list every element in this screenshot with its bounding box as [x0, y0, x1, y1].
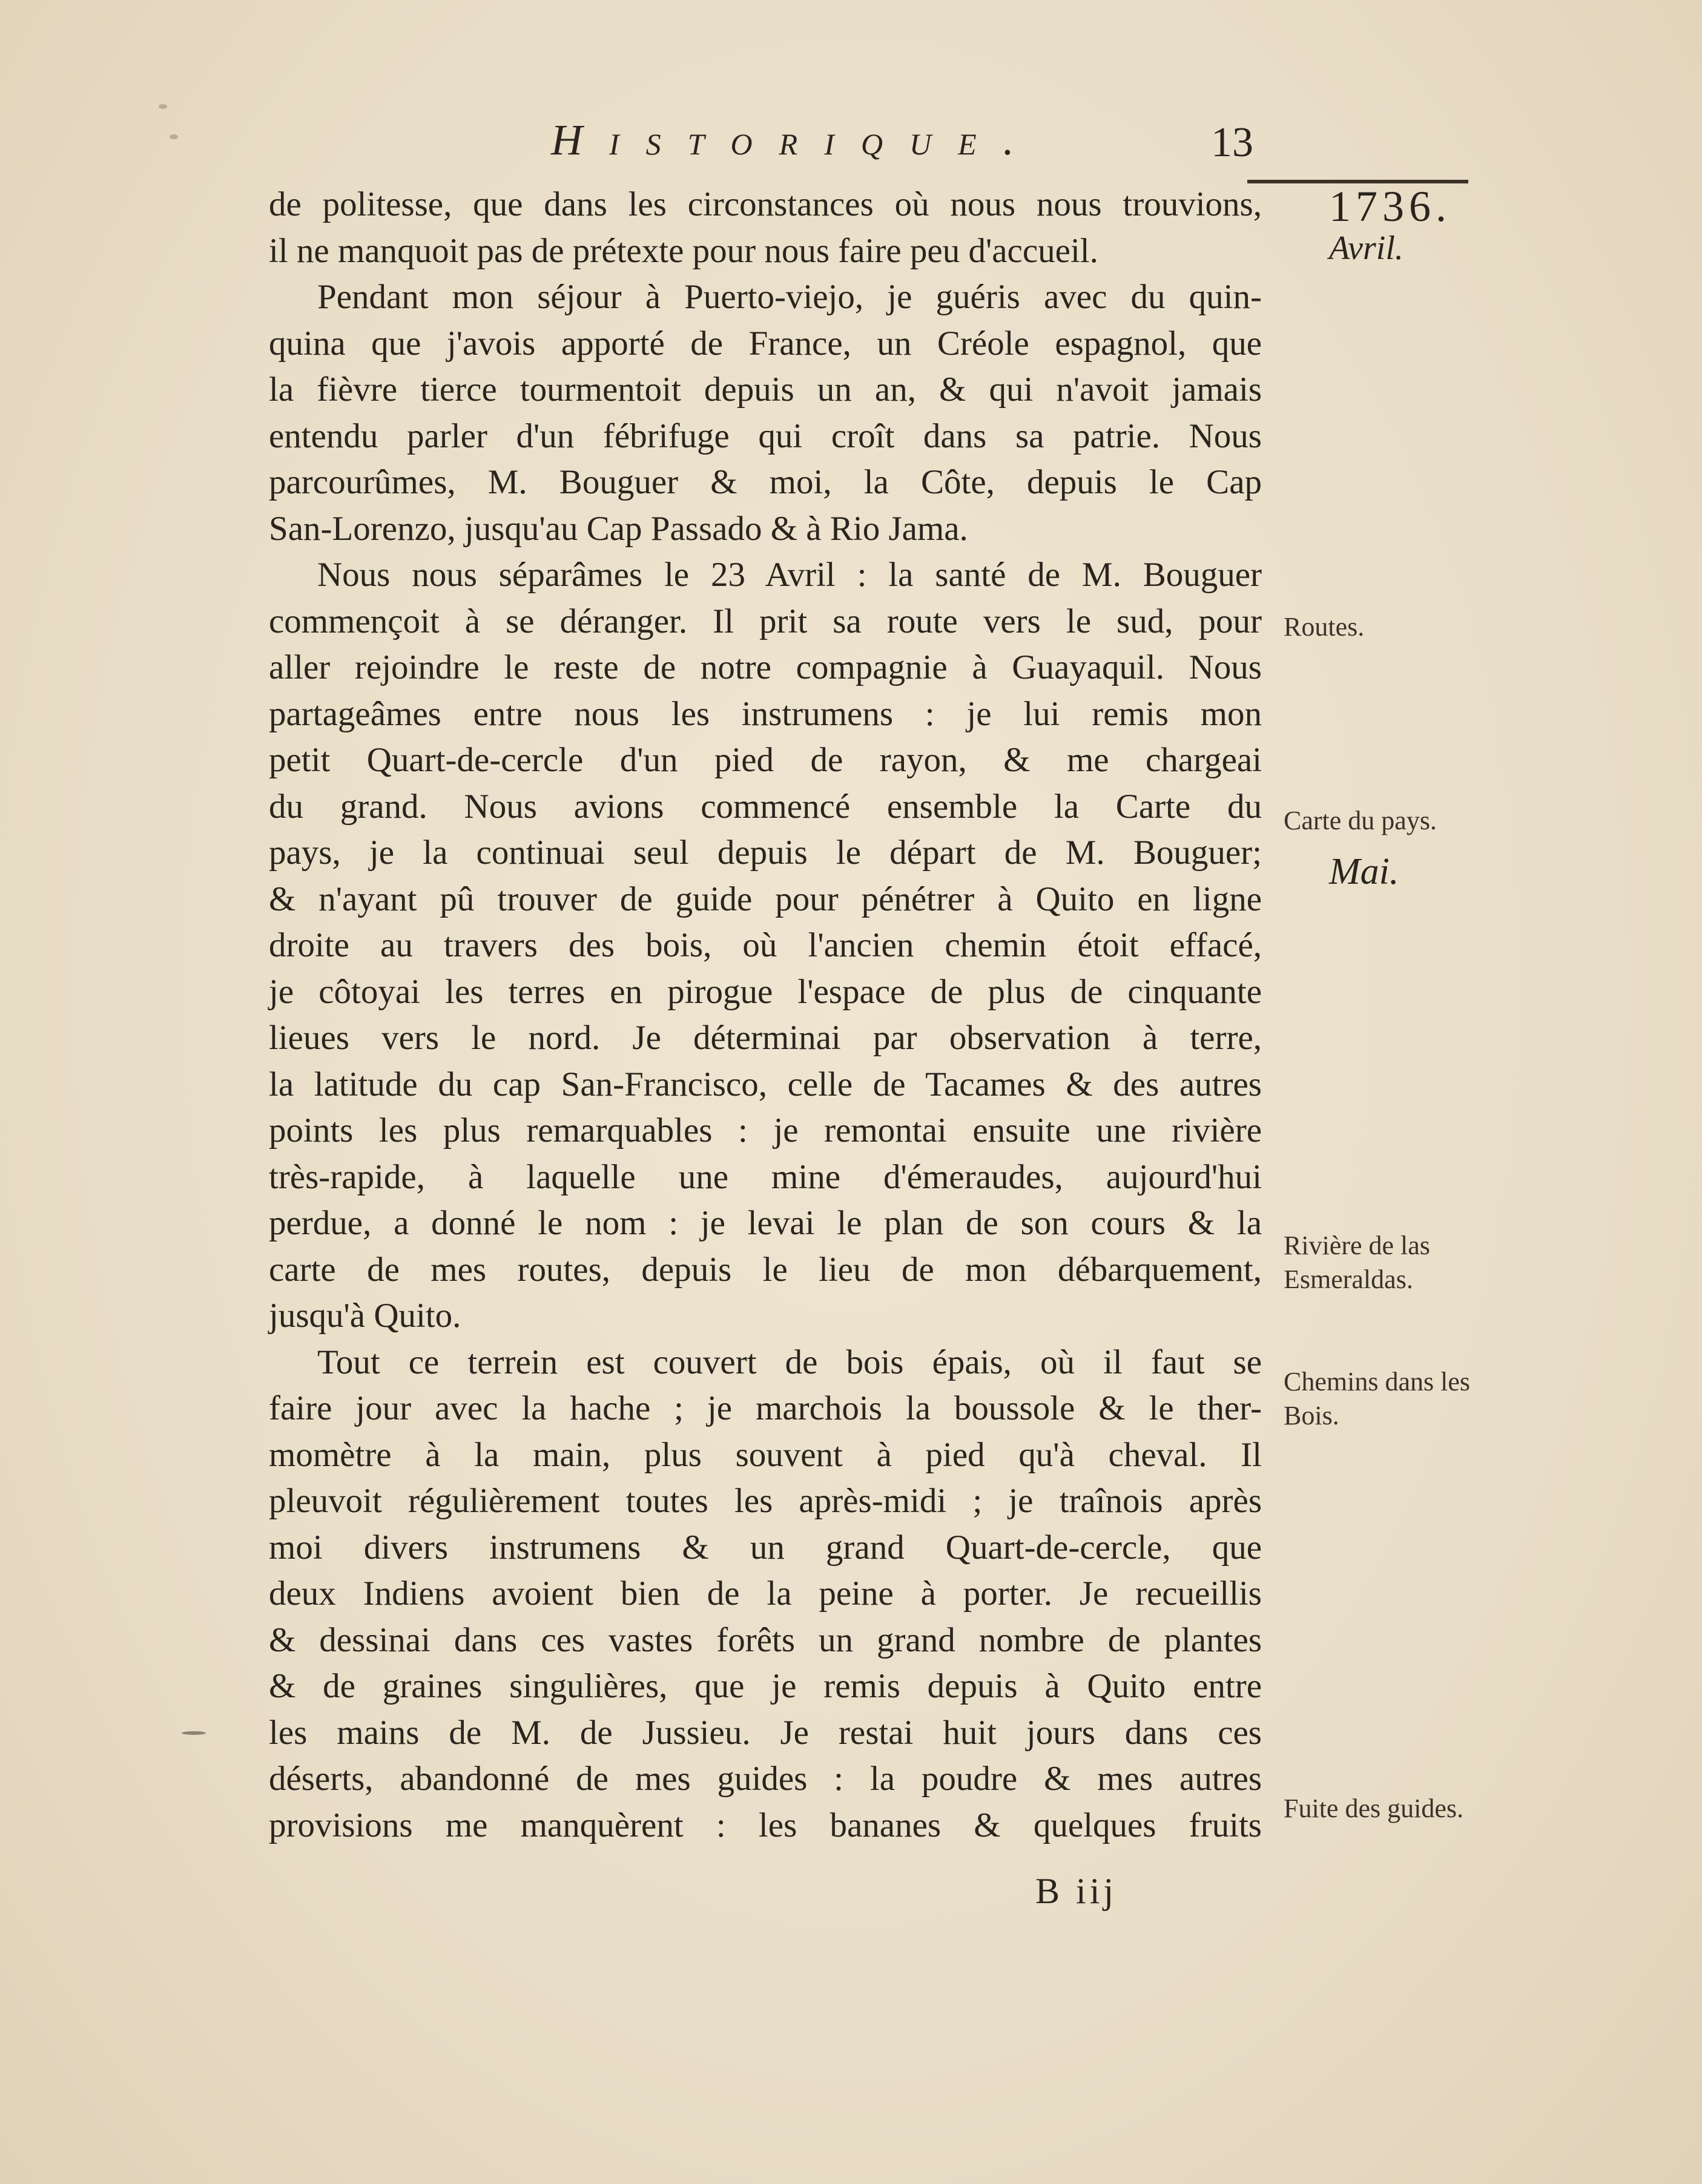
text-line: lieues vers le nord. Je déterminai par observation à terre, — [269, 1019, 1262, 1057]
page-number: 13 — [1211, 119, 1253, 166]
text-line: de politesse, que dans les circonstances où nous nous trouvions, — [269, 185, 1262, 223]
running-title: Historique. — [551, 116, 1041, 164]
text-line: la latitude du cap San-Francisco, celle de Tacames & des autres — [269, 1065, 1262, 1104]
signature-mark: B iij — [1035, 1871, 1118, 1911]
page-header — [266, 115, 1290, 176]
text-line: moi divers instrumens & un grand Quart-de-cercle, que — [269, 1528, 1262, 1567]
margin-month-may: Mai. — [1329, 851, 1399, 892]
text-line: pays, je la continuai seul depuis le départ de M. Bouguer; — [269, 834, 1262, 872]
text-line: deux Indiens avoient bien de la peine à porter. Je recueillis — [269, 1574, 1262, 1613]
text-line: les mains de M. de Jussieu. Je restai huit jours dans ces — [269, 1713, 1262, 1752]
text-line: provisions me manquèrent : les bananes & quelques fruits — [269, 1806, 1262, 1844]
text-line: petit Quart-de-cercle d'un pied de rayon, & me chargeai — [269, 741, 1262, 779]
paper-speck — [182, 1731, 206, 1735]
text-line: faire jour avec la hache ; je marchois la boussole & le ther- — [269, 1389, 1262, 1427]
text-line: Nous nous séparâmes le 23 Avril : la santé de M. Bouguer — [317, 556, 1262, 594]
text-line: aller rejoindre le reste de notre compagnie à Guayaquil. Nous — [269, 648, 1262, 686]
margin-year: 1736. — [1329, 182, 1451, 231]
text-line: droite au travers des bois, où l'ancien chemin étoit effacé, — [269, 926, 1262, 964]
text-line: & n'ayant pû trouver de guide pour pénétrer à Quito en ligne — [269, 880, 1262, 918]
text-line: points les plus remarquables : je remontai ensuite une rivière — [269, 1111, 1262, 1150]
text-line: Tout ce terrein est couvert de bois épais, où il faut se — [317, 1343, 1262, 1381]
text-line: Pendant mon séjour à Puerto-viejo, je guéris avec du quin- — [317, 278, 1262, 316]
margin-note-chemins: Chemins dans les Bois. — [1284, 1367, 1470, 1430]
text-line: jusqu'à Quito. — [269, 1297, 461, 1335]
paper-speck — [170, 134, 178, 139]
text-line: partageâmes entre nous les instrumens : je lui remis mon — [269, 694, 1262, 733]
text-line: pleuvoit régulièrement toutes les après-midi ; je traînois après — [269, 1482, 1262, 1520]
margin-note-riviere: Rivière de las Esmeraldas. — [1284, 1231, 1430, 1294]
text-line: parcourûmes, M. Bouguer & moi, la Côte, depuis le Cap — [269, 463, 1262, 501]
text-line: momètre à la main, plus souvent à pied qu'à cheval. Il — [269, 1435, 1262, 1474]
margin-month-april: Avril. — [1329, 229, 1403, 267]
text-line: entendu parler d'un fébrifuge qui croît dans sa patrie. Nous — [269, 416, 1262, 455]
text-line: & dessinai dans ces vastes forêts un grand nombre de plantes — [269, 1620, 1262, 1659]
paper-speck — [159, 104, 167, 109]
text-line: je côtoyai les terres en pirogue l'espace de plus de cinquante — [269, 972, 1262, 1011]
margin-note-routes: Routes. — [1284, 612, 1365, 642]
text-line: du grand. Nous avions commencé ensemble la Carte du — [269, 787, 1262, 826]
text-line: perdue, a donné le nom : je levai le plan de son cours & la — [269, 1204, 1262, 1242]
margin-note-carte: Carte du pays. — [1284, 806, 1437, 835]
text-line: la fièvre tierce tourmentoit depuis un an, & qui n'avoit jamais — [269, 370, 1262, 409]
text-line: & de graines singulières, que je remis depuis à Quito entre — [269, 1667, 1262, 1705]
text-line: carte de mes routes, depuis le lieu de mon débarquement, — [269, 1250, 1262, 1289]
text-line: il ne manquoit pas de prétexte pour nous faire peu d'accueil. — [269, 231, 1098, 270]
body-text — [269, 182, 1262, 1849]
margin-note-fuite: Fuite des guides. — [1284, 1794, 1463, 1823]
text-line: quina que j'avois apporté de France, un Créole espagnol, que — [269, 324, 1262, 363]
text-line: San-Lorenzo, jusqu'au Cap Passado & à Rio Jama. — [269, 509, 968, 548]
text-line: commençoit à se déranger. Il prit sa route vers le sud, pour — [269, 602, 1262, 640]
text-line: déserts, abandonné de mes guides : la poudre & mes autres — [269, 1760, 1262, 1798]
text-line: très-rapide, à laquelle une mine d'émeraudes, aujourd'hui — [269, 1157, 1262, 1196]
